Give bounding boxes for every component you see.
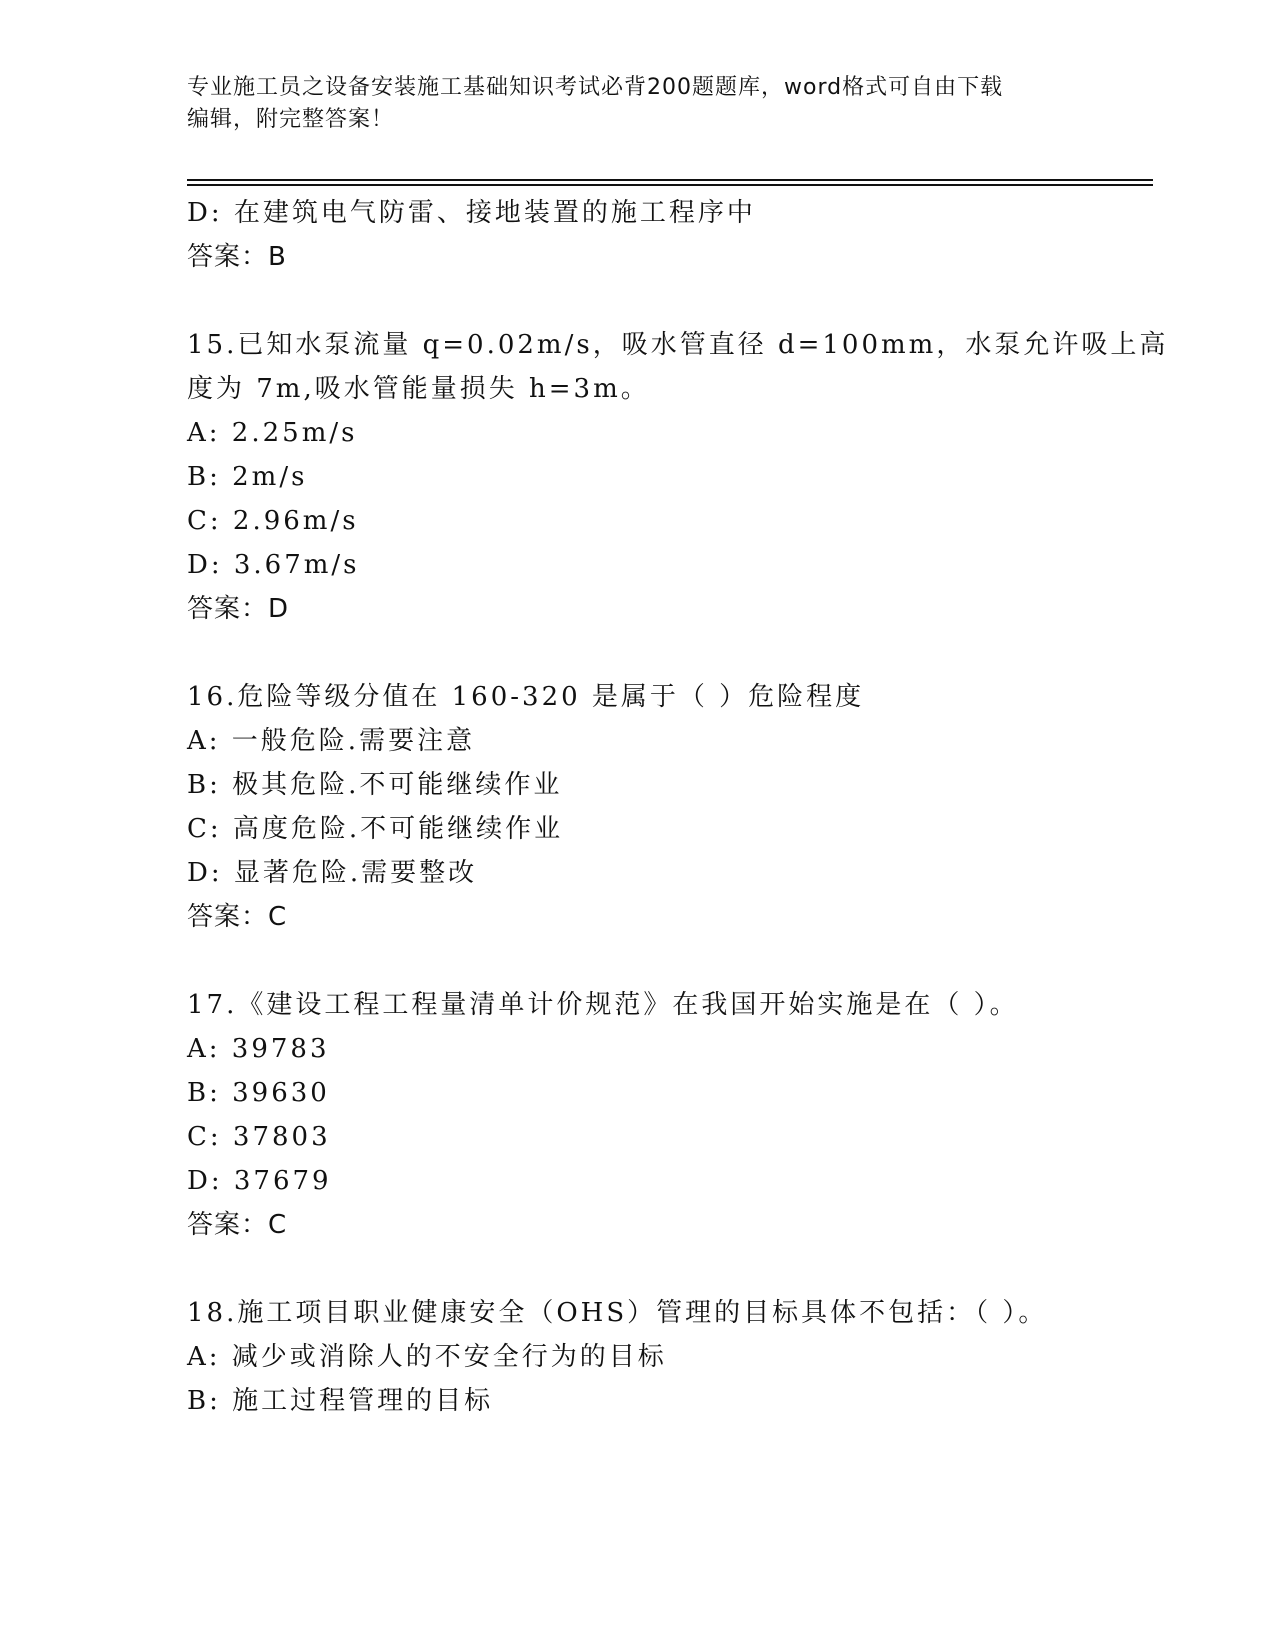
answer: 答案：C <box>187 902 288 932</box>
question-stem: 18.施工项目职业健康安全（OHS）管理的目标具体不包括：（ ）。 <box>187 1298 1048 1328</box>
option-a: A: 39783 <box>187 1034 330 1064</box>
option-d: D: 3.67m/s <box>187 550 360 580</box>
option-d: D: 显著危险.需要整改 <box>187 858 478 888</box>
answer: 答案：C <box>187 1210 288 1240</box>
option-a: A: 减少或消除人的不安全行为的目标 <box>187 1342 667 1372</box>
option-b: B: 39630 <box>187 1078 330 1108</box>
question-stem: 16.危险等级分值在 160-320 是属于（ ）危险程度 <box>187 682 865 712</box>
header-line-1: 专业施工员之设备安装施工基础知识考试必背200题题库，word格式可自由下载 <box>187 75 1004 100</box>
option-d: D: 在建筑电气防雷、接地装置的施工程序中 <box>187 198 756 228</box>
option-a: A: 一般危险.需要注意 <box>187 726 476 756</box>
answer: 答案：D <box>187 594 290 624</box>
option-d: D: 37679 <box>187 1166 332 1196</box>
header-divider-bottom <box>187 184 1153 186</box>
option-a: A: 2.25m/s <box>187 418 358 448</box>
option-c: C: 高度危险.不可能继续作业 <box>187 814 564 844</box>
question-stem: 17.《建设工程工程量清单计价规范》在我国开始实施是在（ ）。 <box>187 990 1019 1020</box>
option-b: B: 2m/s <box>187 462 308 492</box>
question-stem: 15.已知水泵流量 q=0.02m/s，吸水管直径 d=100mm，水泵允许吸上高 <box>187 330 1169 360</box>
option-b: B: 极其危险.不可能继续作业 <box>187 770 563 800</box>
question-stem-continued: 度为 7m,吸水管能量损失 h=3m。 <box>187 374 650 404</box>
header-divider-top <box>187 179 1153 181</box>
option-b: B: 施工过程管理的目标 <box>187 1386 494 1416</box>
answer: 答案：B <box>187 242 287 272</box>
header-line-2: 编辑，附完整答案！ <box>187 107 395 132</box>
option-c: C: 37803 <box>187 1122 331 1152</box>
option-c: C: 2.96m/s <box>187 506 359 536</box>
document-header <box>187 72 1087 136</box>
